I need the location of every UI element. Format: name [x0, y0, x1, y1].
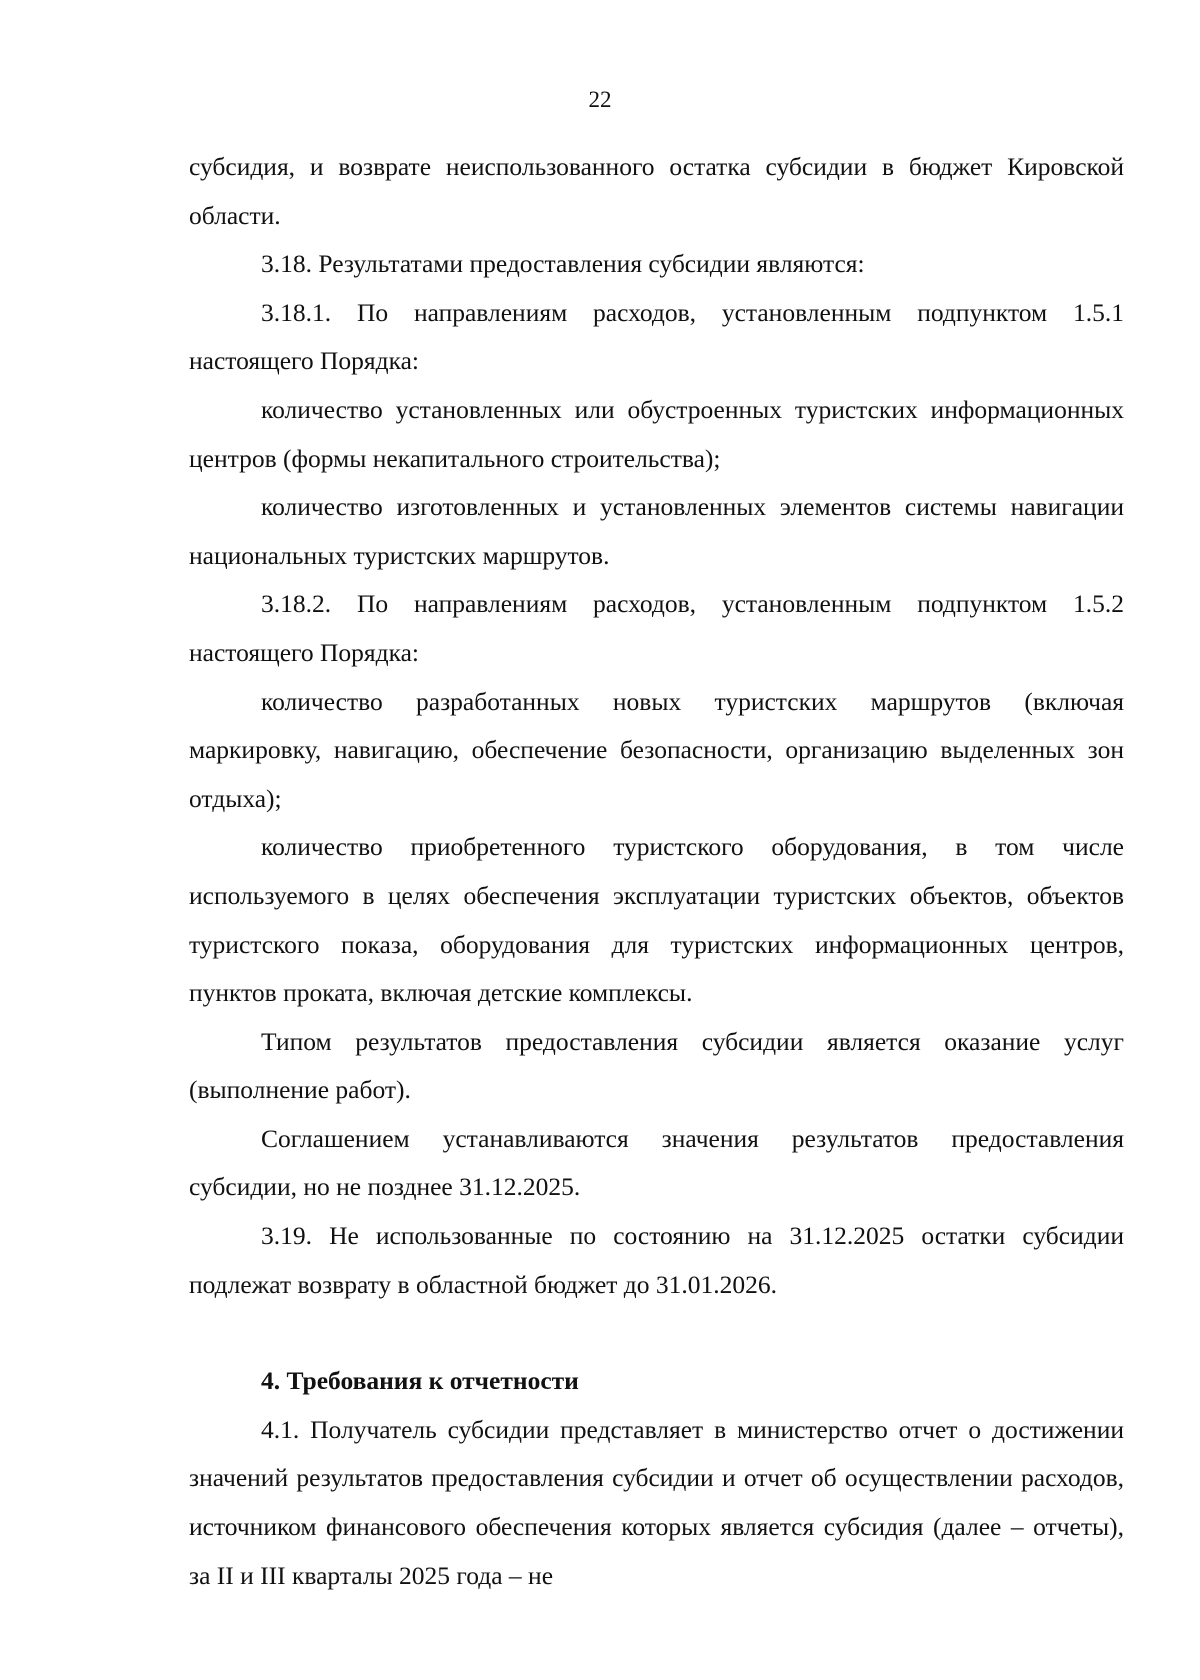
paragraph-result-routes: количество разработанных новых туристских маршрутов (включая маркировку, навигацию, обеспечение безопасности, организацию выделенных зон отдыха);: [189, 686, 1124, 813]
paragraph-result-type: Типом результатов предоставления субсидии является оказание услуг (выполнение работ).: [189, 1026, 1124, 1105]
paragraph-3-18-2: 3.18.2. По направлениям расходов, установленным подпунктом 1.5.2 настоящего Порядка:: [189, 589, 1124, 667]
paragraph-3-18: 3.18. Результатами предоставления субсидии являются:: [261, 249, 865, 279]
paragraph-3-19: 3.19. Не использованные по состоянию на 31.12.2025 остатки субсидии подлежат возврату в областной бюджет до 31.01.2026.: [189, 1221, 1124, 1299]
paragraph-3-18-1: 3.18.1. По направлениям расходов, установленным подпунктом 1.5.1 настоящего Порядка:: [189, 297, 1124, 376]
paragraph-result-equipment: количество приобретенного туристского оборудования, в том числе используемого в целях обеспечения эксплуатации туристских объектов, объектов туристского показа, оборудования для туристских информационных центров, пунктов проката, включая детские комплексы.: [189, 832, 1124, 1008]
paragraph-result-info-centers: количество установленных или обустроенных туристских информационных центров (формы некапитального строительства);: [189, 394, 1124, 473]
paragraph-agreement-values: Соглашением устанавливаются значения результатов предоставления субсидии, но не позднее 31.12.2025.: [189, 1123, 1124, 1202]
document-body: [189, 143, 1124, 1600]
paragraph-result-navigation: количество изготовленных и установленных элементов системы навигации национальных туристских маршрутов.: [189, 492, 1124, 570]
section-heading: 4. Требования к отчетности: [261, 1366, 579, 1396]
paragraph-4-1: 4.1. Получатель субсидии представляет в министерство отчет о достижении значений результатов предоставления субсидии и отчет об осуществлении расходов, источником финансового обеспечения которых является субсидия (далее – отчеты), за II и III кварталы 2025 года – не: [189, 1414, 1124, 1590]
paragraph-continuation: субсидия, и возврате неиспользованного остатка субсидии в бюджет Кировской области.: [189, 152, 1124, 230]
page-number: 22: [588, 87, 612, 112]
